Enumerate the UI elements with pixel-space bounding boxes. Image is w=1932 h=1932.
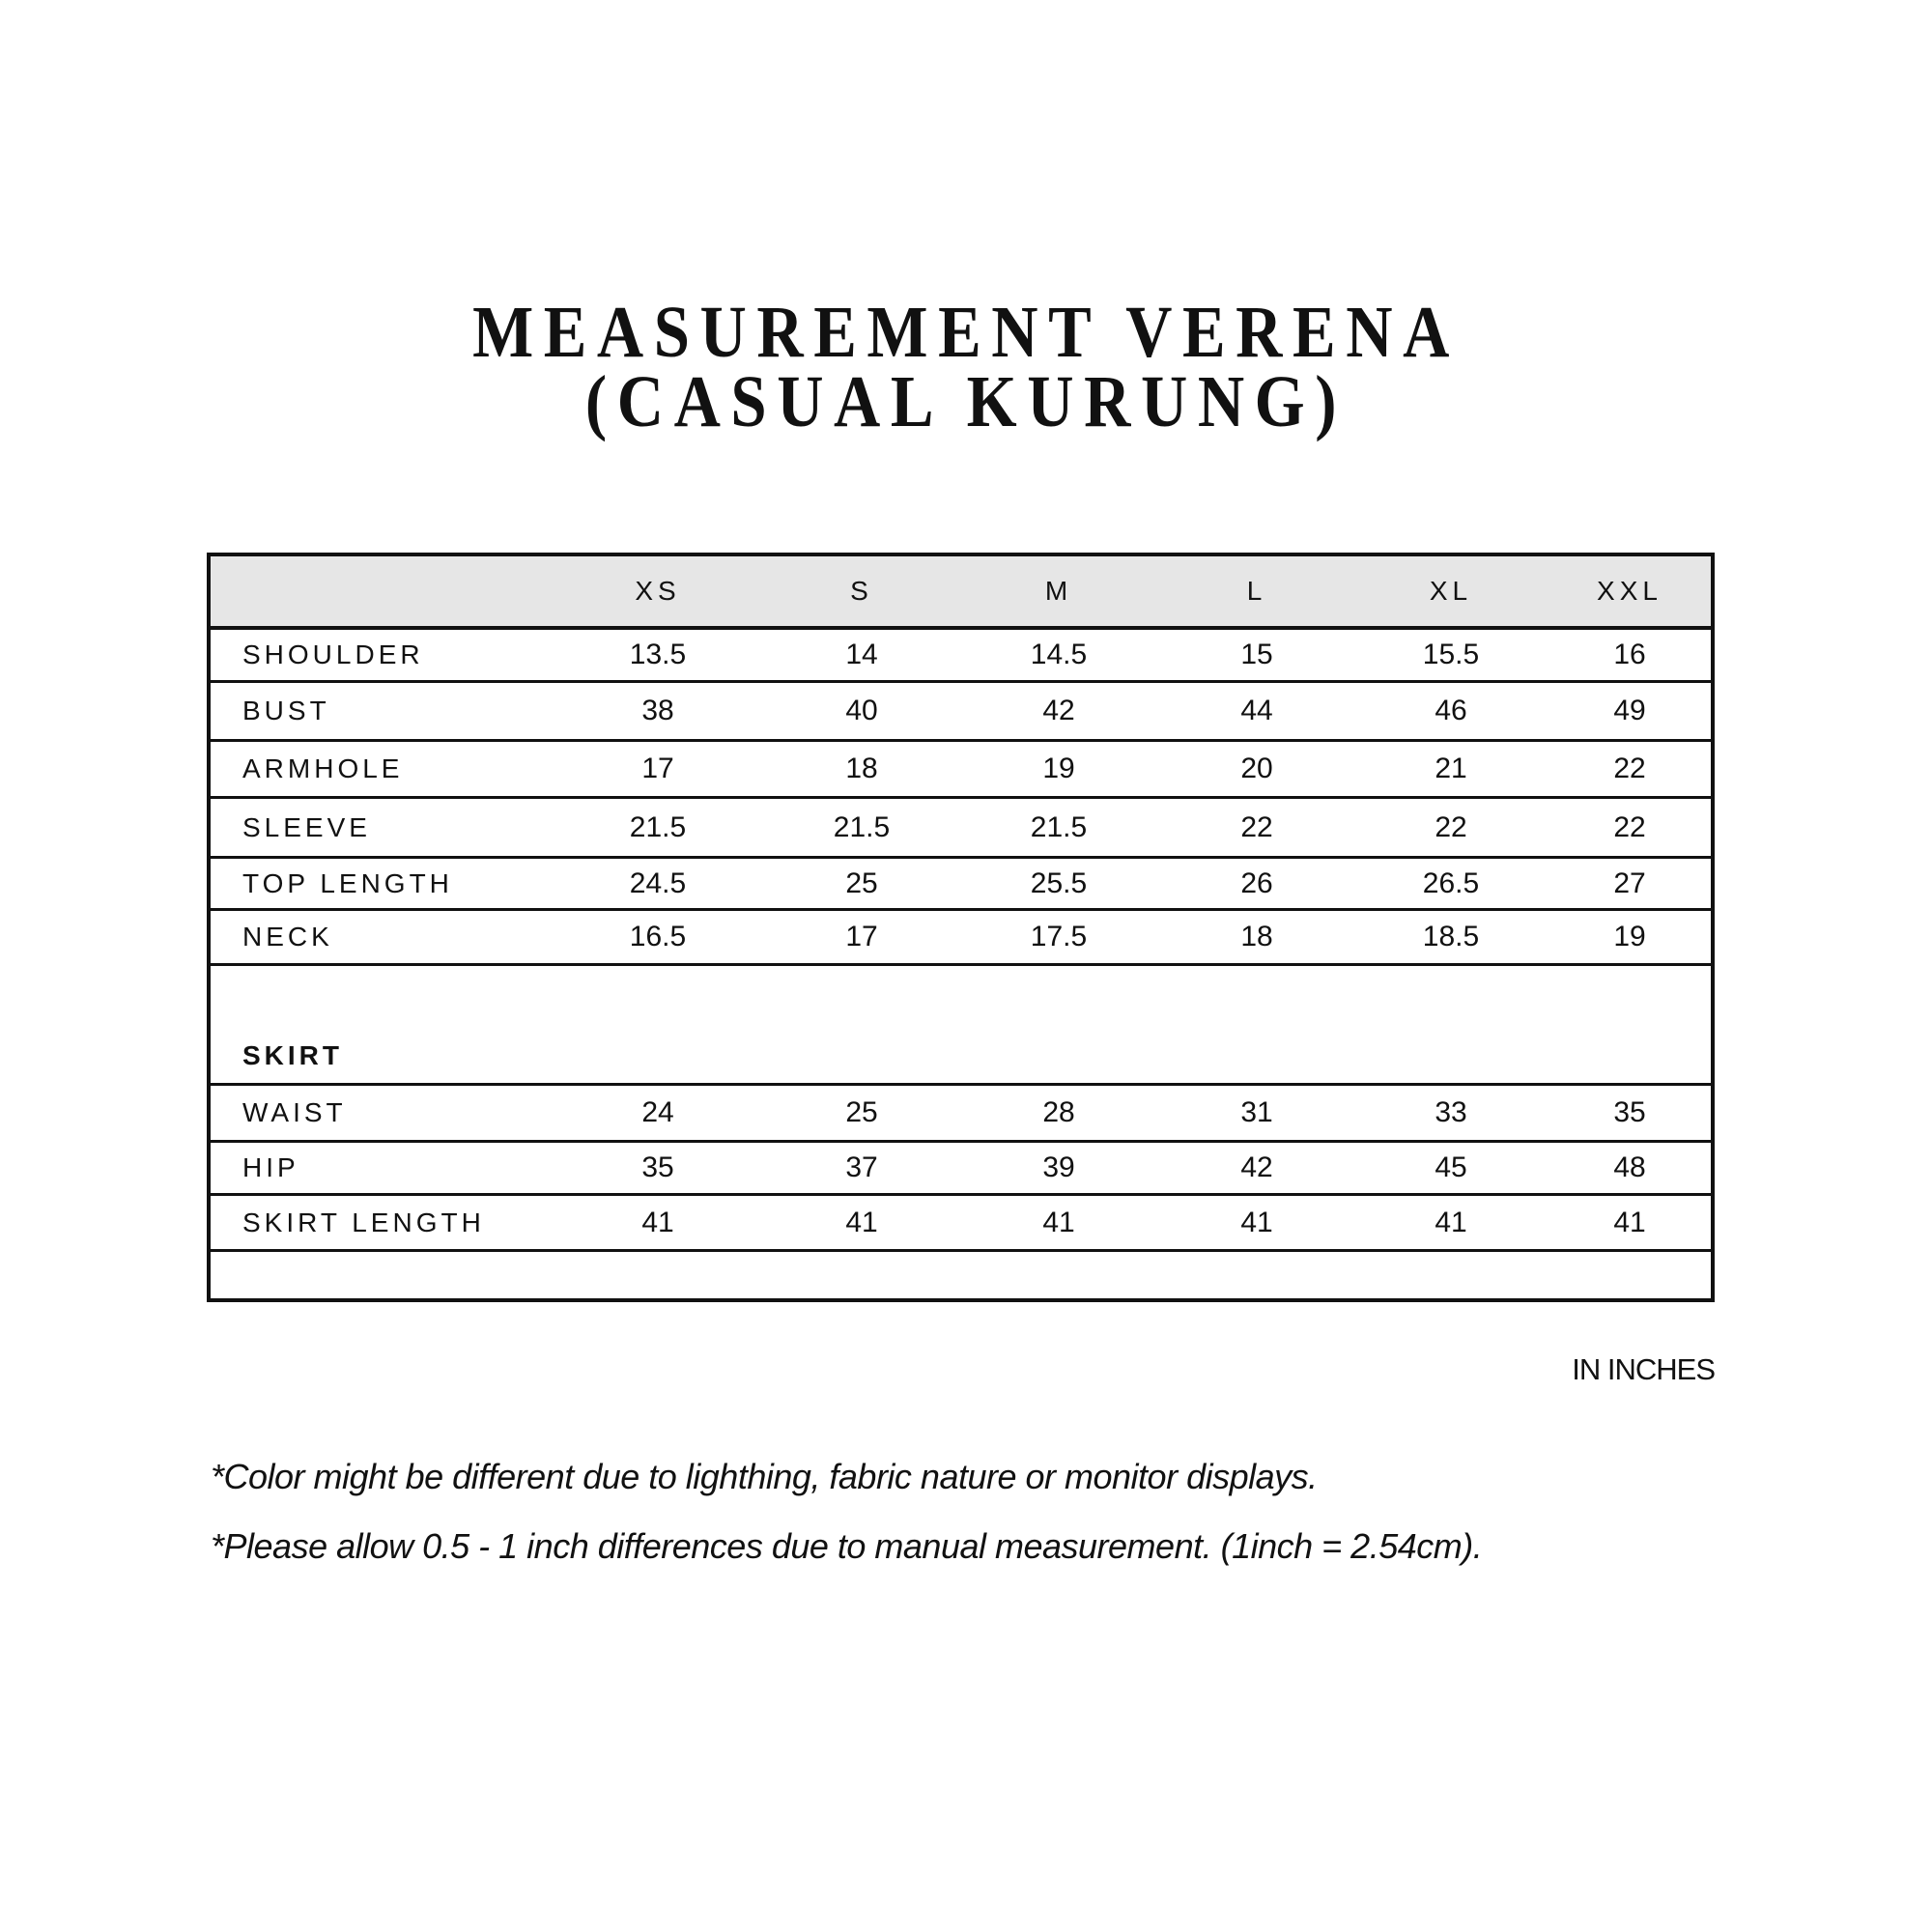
table-cell: 48 xyxy=(1613,1151,1646,1183)
table-cell: 26 xyxy=(1240,867,1273,899)
table-cell: 41 xyxy=(641,1206,674,1238)
table-cell: 40 xyxy=(845,695,878,726)
table-cell: 28 xyxy=(1042,1096,1075,1128)
table-cell: 17.5 xyxy=(1030,921,1088,952)
column-header-xl: XL xyxy=(1429,576,1473,606)
skirt-section-label: SKIRT xyxy=(242,1040,343,1070)
table-cell: 16.5 xyxy=(629,921,687,952)
table-cell: 21 xyxy=(1435,753,1467,784)
table-cell: 18.5 xyxy=(1422,921,1480,952)
table-cell: 42 xyxy=(1240,1151,1273,1183)
table-cell: 41 xyxy=(1613,1206,1646,1238)
table-cell: 14.5 xyxy=(1030,639,1088,670)
row-label: SKIRT LENGTH xyxy=(242,1207,485,1237)
table-cell: 22 xyxy=(1613,810,1646,843)
table-row-neck xyxy=(211,911,1711,966)
table-row-shoulder xyxy=(211,630,1711,683)
table-cell: 21.5 xyxy=(1030,810,1088,843)
skirt-section-row xyxy=(211,966,1711,1086)
column-header-s: S xyxy=(850,576,873,606)
title-line-1: MEASUREMENT VERENA xyxy=(472,292,1460,373)
measurement-table xyxy=(207,553,1715,1302)
column-header-xxl: XXL xyxy=(1597,576,1662,606)
table-cell: 42 xyxy=(1042,695,1075,726)
table-cell: 13.5 xyxy=(629,639,687,670)
table-row-armhole xyxy=(211,742,1711,799)
table-cell: 20 xyxy=(1240,753,1273,784)
table-cell: 44 xyxy=(1240,695,1273,726)
column-header-m: M xyxy=(1044,576,1073,606)
table-cell: 19 xyxy=(1042,753,1075,784)
table-row-waist xyxy=(211,1086,1711,1143)
table-cell: 35 xyxy=(1613,1096,1646,1128)
table-row-top-length xyxy=(211,859,1711,911)
table-cell: 19 xyxy=(1613,921,1646,952)
table-cell: 25 xyxy=(845,1096,878,1128)
table-cell: 46 xyxy=(1435,695,1467,726)
table-cell: 31 xyxy=(1240,1096,1273,1128)
disclaimer-color: *Color might be different due to lighthing, fabric nature or monitor displays. xyxy=(211,1457,1318,1496)
table-cell: 21.5 xyxy=(629,810,687,843)
table-cell: 18 xyxy=(1240,921,1273,952)
table-cell: 27 xyxy=(1613,867,1646,899)
table-cell: 41 xyxy=(1042,1206,1075,1238)
table-cell: 24.5 xyxy=(629,867,687,899)
table-cell: 22 xyxy=(1613,753,1646,784)
table-cell: 24 xyxy=(641,1096,674,1128)
table-header-row xyxy=(211,556,1711,630)
table-cell: 16 xyxy=(1613,639,1646,670)
table-cell: 25 xyxy=(845,867,878,899)
table-cell: 39 xyxy=(1042,1151,1075,1183)
row-label: NECK xyxy=(242,922,333,952)
table-row-hip xyxy=(211,1143,1711,1196)
table-cell: 17 xyxy=(641,753,674,784)
table-row-sleeve xyxy=(211,799,1711,859)
table-row-empty xyxy=(211,1252,1711,1302)
row-label: HIP xyxy=(242,1152,299,1182)
row-label: SHOULDER xyxy=(242,639,424,669)
row-label: WAIST xyxy=(242,1097,347,1127)
table-cell: 22 xyxy=(1435,810,1467,843)
table-cell: 35 xyxy=(641,1151,674,1183)
table-cell: 15.5 xyxy=(1422,639,1480,670)
row-label: ARMHOLE xyxy=(242,753,404,783)
column-header-l: L xyxy=(1246,576,1267,606)
table-cell: 14 xyxy=(845,639,878,670)
row-label: BUST xyxy=(242,696,330,725)
table-cell: 37 xyxy=(845,1151,878,1183)
table-row-bust xyxy=(211,683,1711,742)
disclaimer-measurement: *Please allow 0.5 - 1 inch differences due to manual measurement. (1inch = 2.54cm). xyxy=(211,1526,1483,1566)
table-cell: 15 xyxy=(1240,639,1273,670)
table-cell: 45 xyxy=(1435,1151,1467,1183)
column-header-xs: XS xyxy=(635,576,681,606)
row-label: TOP LENGTH xyxy=(242,867,453,898)
table-cell: 41 xyxy=(1240,1206,1273,1238)
table-cell: 33 xyxy=(1435,1096,1467,1128)
table-cell: 21.5 xyxy=(833,810,891,843)
table-cell: 26.5 xyxy=(1422,867,1480,899)
table-row-skirt-length xyxy=(211,1196,1711,1252)
table-cell: 41 xyxy=(1435,1206,1467,1238)
units-note: IN INCHES xyxy=(1572,1352,1715,1386)
table-cell: 25.5 xyxy=(1030,867,1088,899)
table-cell: 18 xyxy=(845,753,878,784)
page-title xyxy=(116,292,1816,442)
table-cell: 38 xyxy=(641,695,674,726)
title-line-2: (CASUAL KURUNG) xyxy=(584,361,1348,442)
table-cell: 49 xyxy=(1613,695,1646,726)
table-cell: 41 xyxy=(845,1206,878,1238)
table-cell: 17 xyxy=(845,921,878,952)
table-cell: 22 xyxy=(1240,810,1273,843)
row-label: SLEEVE xyxy=(242,811,371,842)
